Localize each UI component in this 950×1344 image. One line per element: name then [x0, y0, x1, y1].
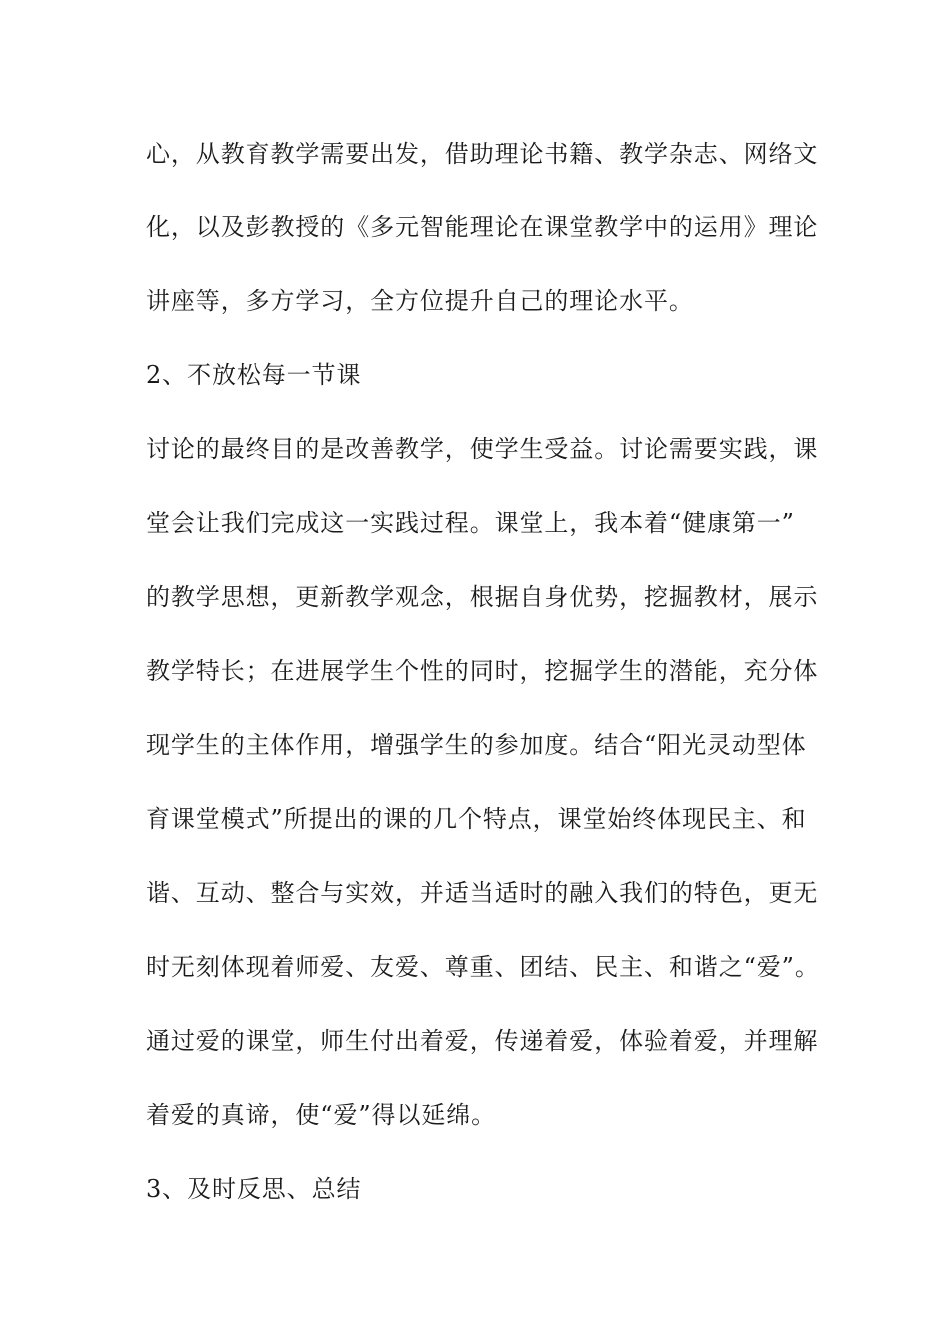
- text-line: 育课堂模式”所提出的课的几个特点，课堂始终体现民主、和: [146, 805, 807, 833]
- text-line: 教学特长；在进展学生个性的同时，挖掘学生的潜能，充分体: [146, 657, 819, 685]
- section-heading: 3、及时反思、总结: [146, 1175, 362, 1203]
- text-line: 心，从教育教学需要出发，借助理论书籍、教学杂志、网络文: [146, 140, 819, 168]
- text-line: 化，以及彭教授的《多元智能理论在课堂教学中的运用》理论: [146, 213, 819, 241]
- text-line: 堂会让我们完成这一实践过程。课堂上，我本着“健康第一”: [146, 509, 795, 537]
- text-line: 现学生的主体作用，增强学生的参加度。结合“阳光灵动型体: [146, 731, 807, 759]
- text-line: 讨论的最终目的是改善教学，使学生受益。讨论需要实践，课: [146, 435, 819, 463]
- text-line: 时无刻体现着师爱、友爱、尊重、团结、民主、和谐之“爱”。: [146, 953, 820, 981]
- text-line: 谐、互动、整合与实效，并适当适时的融入我们的特色，更无: [146, 879, 819, 907]
- text-line: 通过爱的课堂，师生付出着爱，传递着爱，体验着爱，并理解: [146, 1027, 819, 1055]
- text-line: 讲座等，多方学习，全方位提升自己的理论水平。: [146, 287, 694, 315]
- text-line: 着爱的真谛，使“爱”得以延绵。: [146, 1101, 497, 1129]
- text-line: 的教学思想，更新教学观念，根据自身优势，挖掘教材，展示: [146, 583, 819, 611]
- section-heading: 2、不放松每一节课: [146, 361, 362, 389]
